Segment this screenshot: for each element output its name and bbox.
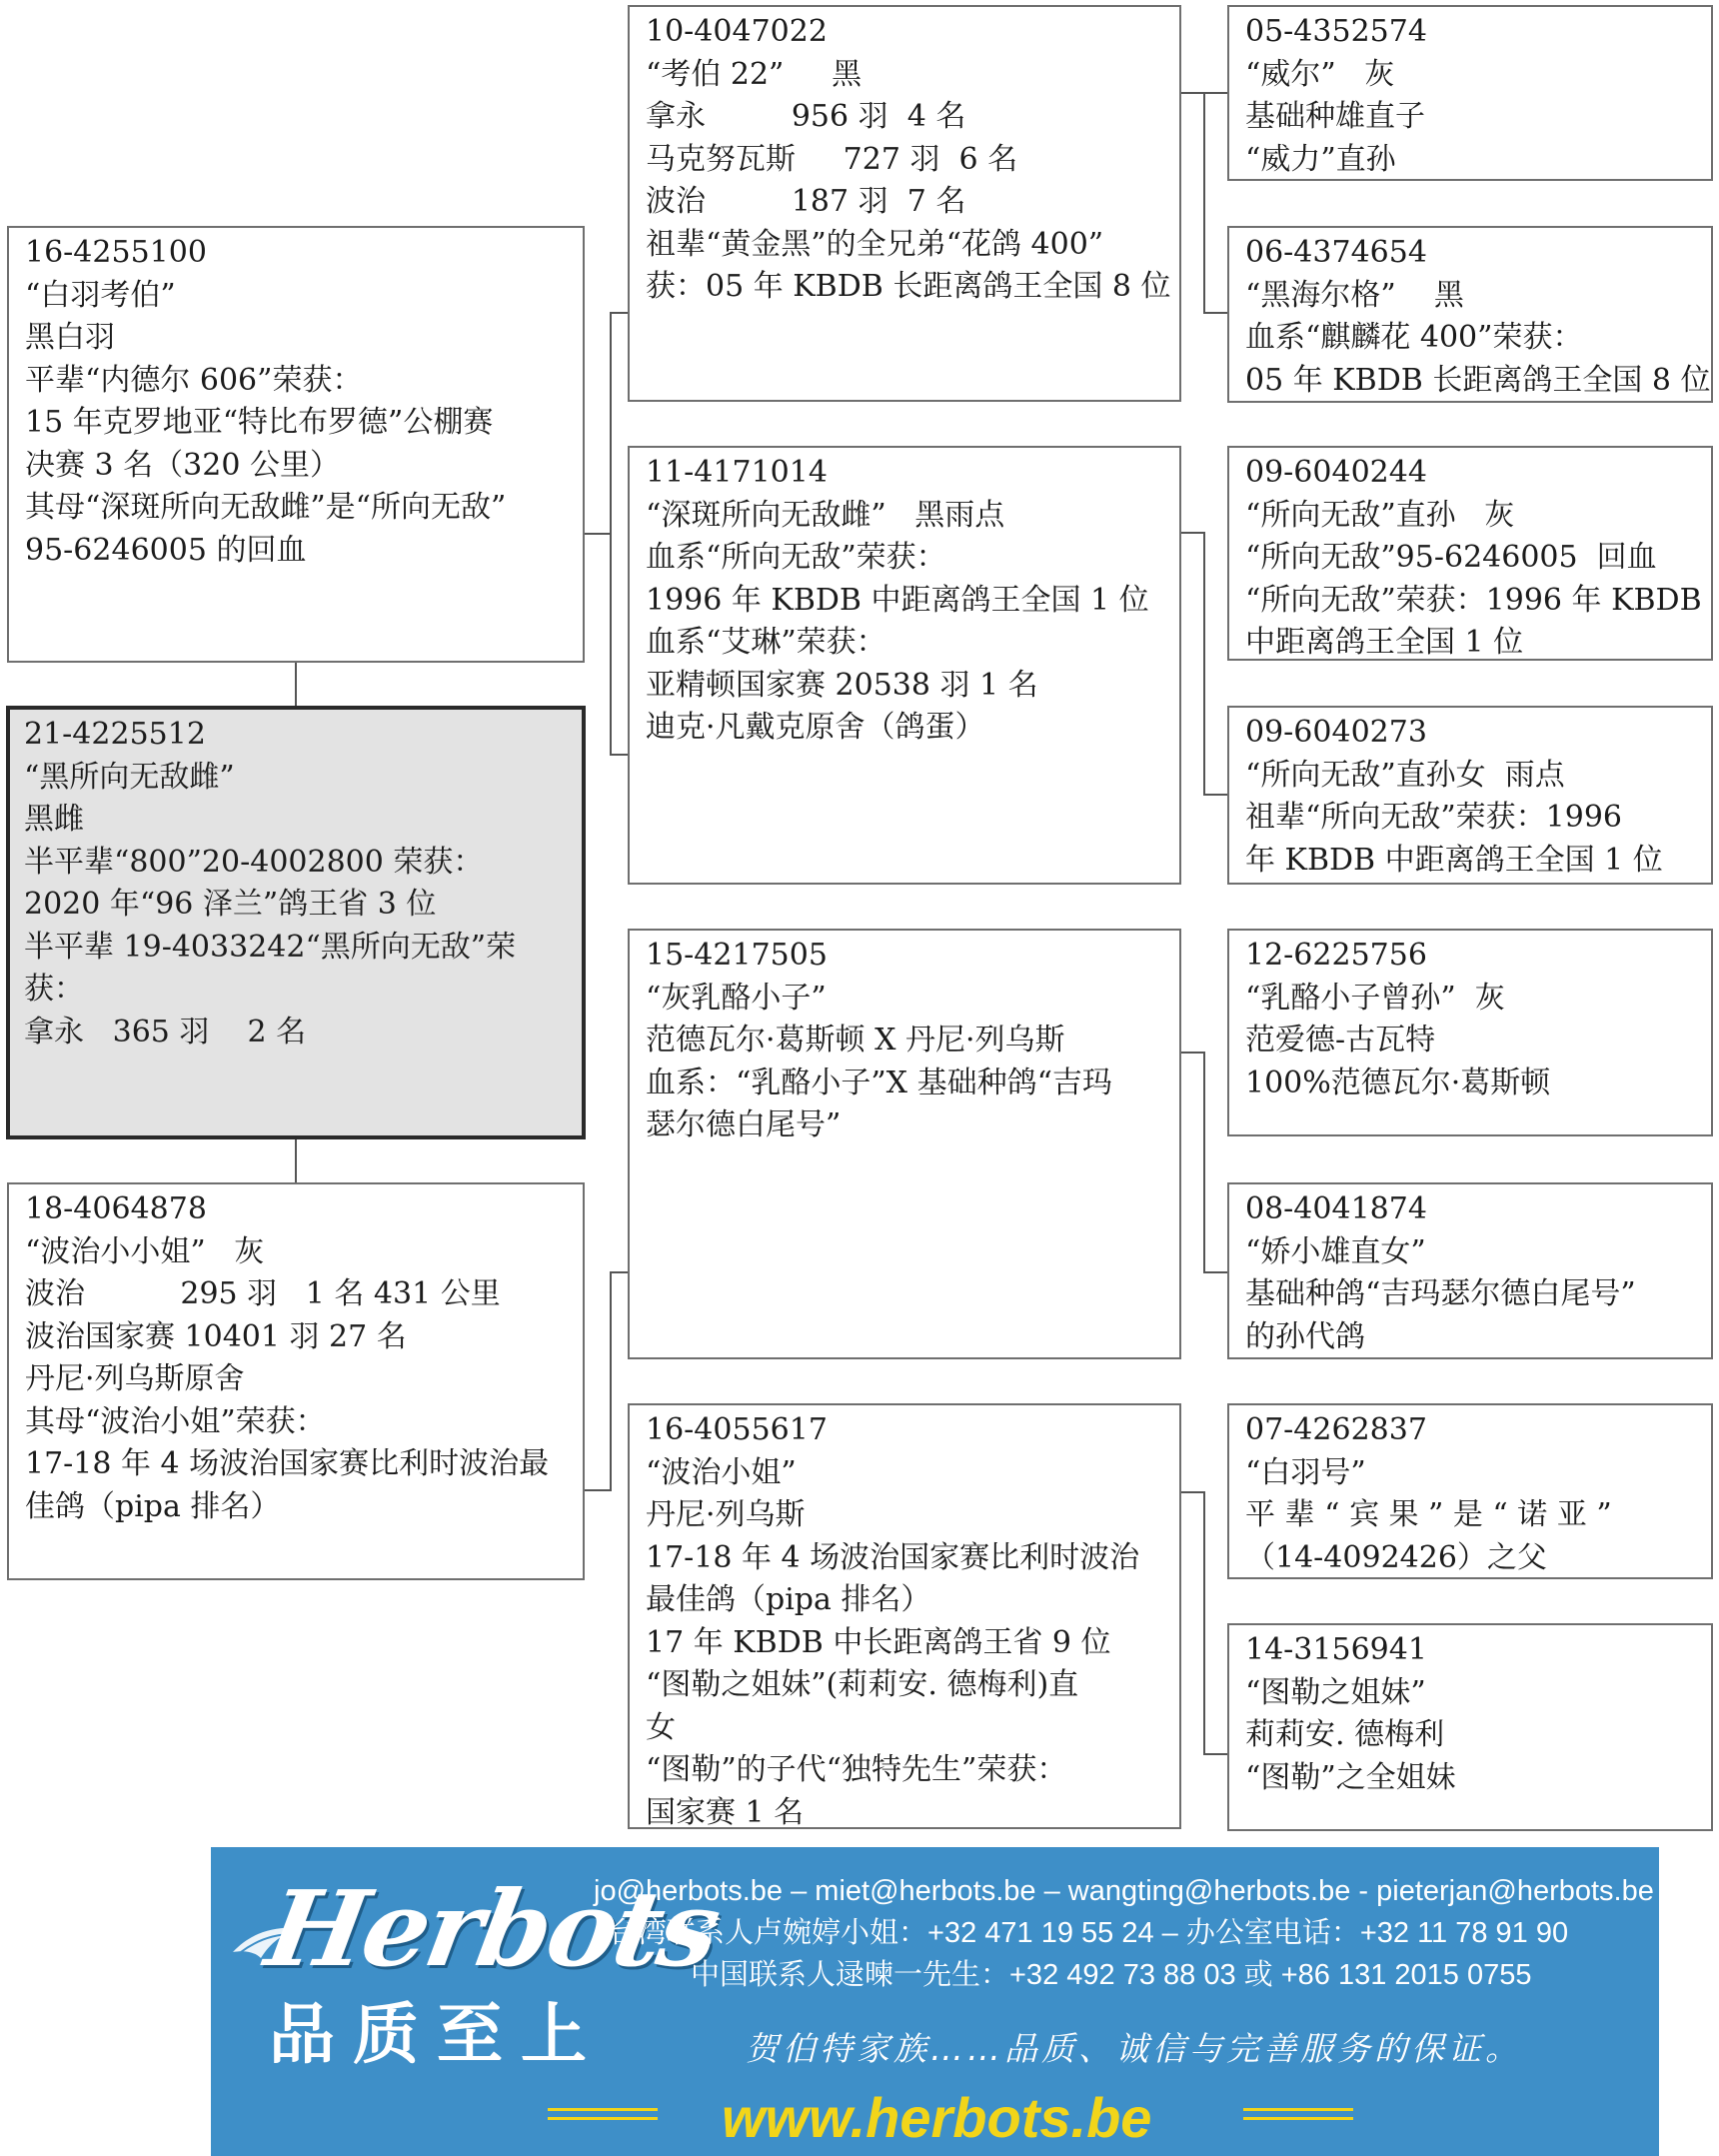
info-line: 拿永 956 羽 4 名	[646, 99, 966, 134]
info-line: 半平辈 19-4033242“黑所向无敌”荣	[24, 929, 517, 965]
ring-number: 05-4352574	[1245, 14, 1427, 49]
dam-dam-sire-card	[1227, 1403, 1713, 1579]
connector-sire-sd	[610, 754, 628, 756]
info-line: 95-6246005 的回血	[25, 532, 307, 568]
info-line: 血系：“乳酪小子”X 基础种鸽“吉玛	[646, 1065, 1112, 1100]
ring-number: 14-3156941	[1245, 1632, 1427, 1667]
info-line: 15 年克罗地亚“特比布罗德”公棚赛	[25, 405, 494, 440]
info-line: 迪克·凡戴克原舍（鸽蛋）	[646, 710, 985, 745]
info-line: “图勒”之全姐妹	[1245, 1759, 1456, 1795]
connector-subject-sire	[295, 663, 297, 706]
info-line: 范德瓦尔·葛斯顿 X 丹尼·列乌斯	[646, 1023, 1065, 1058]
contact-china: 中国联系人逯暕一先生：+32 492 73 88 03 或 +86 131 2015 0755	[691, 1959, 1532, 1991]
ring-number: 12-6225756	[1245, 938, 1427, 973]
tagline: 贺伯特家族……品质、诚信与完善服务的保证。	[746, 2029, 1522, 2068]
info-line: 平 辈 “ 宾 果 ” 是 “ 诺 亚 ”	[1245, 1497, 1612, 1532]
info-line: 年 KBDB 中距离鸽王全国 1 位	[1245, 842, 1663, 878]
info-line: 瑟尔德白尾号”	[646, 1107, 842, 1142]
info-line: “图勒之姐妹”(莉莉安. 德梅利)直	[646, 1667, 1079, 1702]
sire-sire-sire-card	[1227, 5, 1713, 181]
connector-ss-s	[1203, 92, 1227, 94]
info-line: 波治 295 羽 1 名 431 公里	[25, 1276, 501, 1311]
connector-ds-h	[1181, 1052, 1205, 1054]
info-line: 17 年 KBDB 中长距离鸽王省 9 位	[646, 1624, 1111, 1660]
dam-sire-sire-card	[1227, 929, 1713, 1136]
info-line: 国家赛 1 名	[646, 1794, 805, 1829]
info-line: 中距离鸽王全国 1 位	[1245, 625, 1524, 660]
info-line: “灰乳酪小子”	[646, 980, 827, 1016]
info-line: 基础种雄直子	[1245, 99, 1425, 134]
info-line: “娇小雄直女”	[1245, 1233, 1426, 1269]
info-line: “考伯 22” 黑	[646, 56, 862, 92]
info-line: 血系“艾琳”荣获：	[646, 625, 886, 660]
info-line: 祖辈“所向无敌”荣获：1996	[1245, 800, 1623, 835]
info-line: 05 年 KBDB 长距离鸽王全国 8 位	[1245, 362, 1711, 398]
ring-number: 16-4255100	[25, 235, 207, 270]
ring-number: 07-4262837	[1245, 1412, 1427, 1447]
info-line: （14-4092426）之父	[1245, 1539, 1547, 1575]
info-line: “波治小姐”	[646, 1454, 797, 1490]
decorative-line-right-2	[1243, 2117, 1353, 2120]
ring-number: 11-4171014	[646, 455, 828, 490]
info-line: 莉莉安. 德梅利	[1245, 1717, 1445, 1752]
info-line: 亚精顿国家赛 20538 羽 1 名	[646, 667, 1038, 703]
info-line: 其母“波治小姐”荣获：	[25, 1403, 326, 1439]
connector-sire-v	[610, 312, 612, 756]
connector-sire-h	[585, 533, 612, 535]
footer-banner	[211, 1847, 1659, 2156]
info-line: 血系“所向无敌”荣获：	[646, 540, 946, 575]
info-line: 丹尼·列乌斯原舍	[25, 1361, 245, 1396]
decorative-line-left-2	[548, 2117, 658, 2120]
info-line: 其母“深斑所向无敌雌”是“所向无敌”	[25, 490, 507, 525]
ring-number: 06-4374654	[1245, 235, 1427, 270]
decorative-line-right	[1243, 2108, 1353, 2111]
info-line: 拿永 365 羽 2 名	[24, 1014, 307, 1050]
website-link[interactable]: www.herbots.be	[722, 2086, 1152, 2149]
info-line: 100%范德瓦尔·葛斯顿	[1245, 1065, 1551, 1100]
info-line: 17-18 年 4 场波治国家赛比利时波治	[646, 1539, 1140, 1575]
info-line: “黑海尔格” 黑	[1245, 277, 1464, 313]
info-line: “白羽号”	[1245, 1454, 1366, 1490]
info-line: 黑雌	[24, 802, 84, 837]
connector-ss-d	[1203, 312, 1227, 314]
dam-sire-dam-card	[1227, 1182, 1713, 1359]
info-line: “所向无敌”荣获：1996 年 KBDB	[1245, 582, 1702, 618]
connector-ss-h	[1181, 92, 1205, 94]
ring-number: 08-4041874	[1245, 1191, 1427, 1226]
info-line: 获：05 年 KBDB 长距离鸽王全国 8 位	[646, 269, 1171, 304]
connector-subject-dam	[295, 1137, 297, 1182]
info-line: 最佳鸽（pipa 排名）	[646, 1582, 931, 1617]
herbots-logo: Herbots	[258, 1867, 727, 1990]
info-line: “威尔” 灰	[1245, 56, 1395, 92]
slogan-cn: 品质至上	[269, 1996, 605, 2073]
dam-card	[7, 1182, 585, 1580]
info-line: “所向无敌”95-6246005 回血	[1245, 540, 1657, 575]
connector-ds-v	[1203, 1052, 1205, 1273]
info-line: 基础种鸽“吉玛瑟尔德白尾号”	[1245, 1276, 1636, 1311]
info-line: 1996 年 KBDB 中距离鸽王全国 1 位	[646, 582, 1149, 618]
connector-sd-v	[1203, 532, 1205, 796]
sire-card	[7, 226, 585, 663]
ring-number: 10-4047022	[646, 14, 828, 49]
info-line: “波治小小姐” 灰	[25, 1233, 265, 1269]
connector-dam-h	[585, 1489, 612, 1491]
sire-dam-sire-card	[1227, 446, 1713, 661]
connector-sire-ss	[610, 312, 628, 314]
info-line: “深斑所向无敌雌” 黑雨点	[646, 497, 1005, 533]
info-line: “威力”直孙	[1245, 141, 1396, 177]
info-line: 决赛 3 名（320 公里）	[25, 447, 340, 483]
ring-number: 21-4225512	[24, 717, 206, 752]
info-line: 波治国家赛 10401 羽 27 名	[25, 1318, 407, 1354]
info-line: 平辈“内德尔 606”荣获：	[25, 362, 363, 398]
decorative-line-left	[548, 2108, 658, 2111]
info-line: 获：	[24, 972, 84, 1007]
dam-sire-card	[628, 929, 1181, 1359]
ring-number: 09-6040244	[1245, 455, 1427, 490]
subject-card	[6, 706, 586, 1139]
info-line: 2020 年“96 泽兰”鸽王省 3 位	[24, 887, 437, 922]
connector-dd-d	[1203, 1753, 1227, 1755]
info-line: 女	[646, 1709, 676, 1745]
info-line: “白羽考伯”	[25, 277, 176, 313]
sire-dam-dam-card	[1227, 706, 1713, 885]
ring-number: 15-4217505	[646, 938, 828, 973]
connector-ss-v	[1203, 92, 1205, 314]
info-line: “图勒之姐妹”	[1245, 1674, 1426, 1710]
ring-number: 16-4055617	[646, 1412, 828, 1447]
info-line: 黑白羽	[25, 320, 115, 355]
info-line: 祖辈“黄金黑”的全兄弟“花鸽 400”	[646, 226, 1104, 262]
ring-number: 18-4064878	[25, 1191, 207, 1226]
info-line: 范爱德-古瓦特	[1245, 1023, 1436, 1058]
connector-dd-v	[1203, 1491, 1205, 1755]
sire-dam-card	[628, 446, 1181, 885]
info-line: 血系“麒麟花 400”荣获：	[1245, 320, 1583, 355]
info-line: 半平辈“800”20-4002800 荣获：	[24, 844, 484, 880]
connector-dam-v	[610, 1271, 612, 1491]
info-line: 波治 187 羽 7 名	[646, 184, 966, 219]
connector-ds-d	[1203, 1271, 1227, 1273]
info-line: “黑所向无敌雌”	[24, 759, 235, 795]
connector-sd-d	[1203, 794, 1227, 796]
info-line: 17-18 年 4 场波治国家赛比利时波治最	[25, 1446, 550, 1481]
info-line: “所向无敌”直孙女 雨点	[1245, 757, 1565, 793]
ring-number: 09-6040273	[1245, 715, 1427, 750]
connector-dd-h	[1181, 1491, 1205, 1493]
connector-sd-h	[1181, 532, 1205, 534]
info-line: 丹尼·列乌斯	[646, 1497, 806, 1532]
info-line: 马克努瓦斯 727 羽 6 名	[646, 141, 1018, 177]
info-line: 的孙代鸽	[1245, 1318, 1365, 1354]
connector-dam-ds	[610, 1271, 628, 1273]
info-line: “乳酪小子曾孙” 灰	[1245, 980, 1505, 1016]
sire-sire-dam-card	[1227, 226, 1713, 403]
contact-taiwan: 台湾联系人卢婉婷小姐：+32 471 19 55 24 – 办公室电话：+32 11 78 91 90	[609, 1917, 1569, 1949]
info-line: “图勒”的子代“独特先生”荣获：	[646, 1752, 1067, 1787]
dam-dam-card	[628, 1403, 1181, 1829]
info-line: 佳鸽（pipa 排名）	[25, 1488, 281, 1524]
info-line: “所向无敌”直孙 灰	[1245, 497, 1515, 533]
contact-emails[interactable]: jo@herbots.be – miet@herbots.be – wangting@herbots.be - pieterjan@herbots.be	[594, 1875, 1654, 1907]
dam-dam-dam-card	[1227, 1623, 1713, 1831]
sire-sire-card	[628, 5, 1181, 402]
